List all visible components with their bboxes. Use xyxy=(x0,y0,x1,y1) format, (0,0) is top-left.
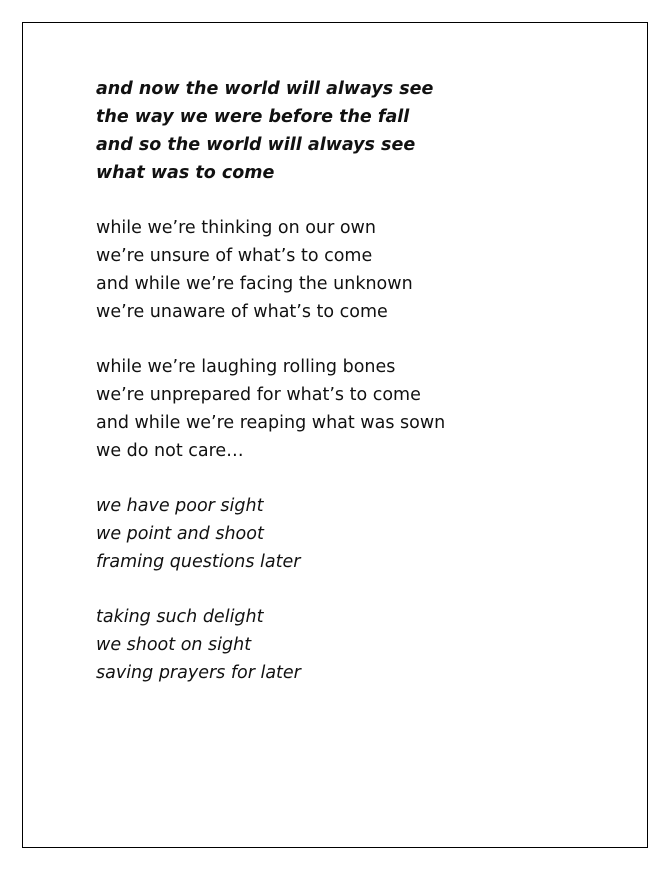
poem-line: framing questions later xyxy=(96,552,301,572)
poem-line: and so the world will always see xyxy=(96,135,416,155)
poem-line: we’re unprepared for what’s to come xyxy=(96,385,421,405)
stanza-2 xyxy=(96,214,445,326)
stanza-1 xyxy=(96,75,445,187)
poem-line: we’re unaware of what’s to come xyxy=(96,302,388,322)
stanza-3 xyxy=(96,353,445,465)
poem-line: the way we were before the fall xyxy=(96,107,410,127)
poem-body xyxy=(96,75,445,714)
poem-line: what was to come xyxy=(96,163,275,183)
poem-line: we’re unsure of what’s to come xyxy=(96,246,373,266)
poem-line: taking such delight xyxy=(96,607,264,627)
poem-line: we point and shoot xyxy=(96,524,264,544)
stanza-4 xyxy=(96,492,445,576)
document-page xyxy=(22,22,648,848)
poem-line: we shoot on sight xyxy=(96,635,252,655)
poem-line: we have poor sight xyxy=(96,496,264,516)
poem-line: we do not care… xyxy=(96,441,244,461)
poem-line: and while we’re reaping what was sown xyxy=(96,413,446,433)
poem-line: and now the world will always see xyxy=(96,79,434,99)
poem-line: while we’re laughing rolling bones xyxy=(96,357,396,377)
stanza-5 xyxy=(96,603,445,687)
poem-line: while we’re thinking on our own xyxy=(96,218,376,238)
poem-line: saving prayers for later xyxy=(96,663,301,683)
poem-line: and while we’re facing the unknown xyxy=(96,274,413,294)
